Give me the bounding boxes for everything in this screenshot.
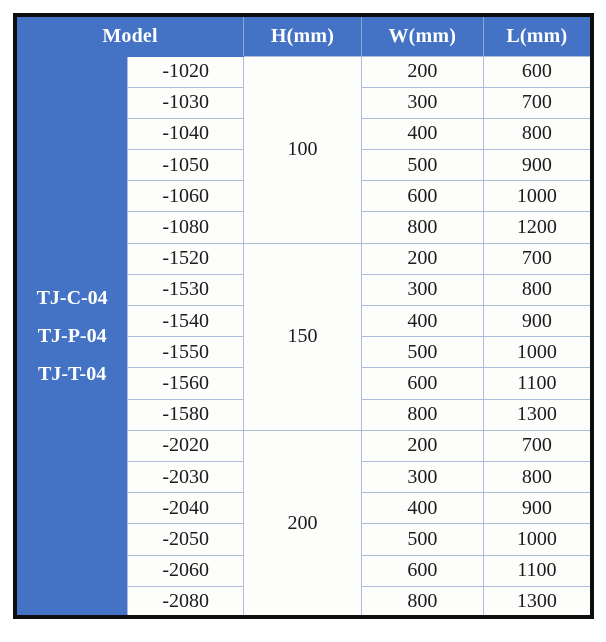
height-value-cell: 200: [244, 430, 362, 617]
width-value-cell: 400: [361, 118, 483, 149]
model-series-name: TJ-C-04: [36, 286, 108, 309]
table-body: [15, 56, 592, 617]
model-suffix-cell: -1520: [128, 243, 244, 274]
model-series-cell: [15, 56, 128, 617]
model-series-name: TJ-T-04: [38, 362, 107, 385]
model-suffix-cell: -2020: [128, 430, 244, 461]
model-suffix-cell: -1030: [128, 87, 244, 118]
product-spec-table: [13, 13, 594, 619]
length-value-cell: 1300: [483, 586, 592, 617]
model-suffix-cell: -1060: [128, 181, 244, 212]
model-suffix-cell: -1530: [128, 274, 244, 305]
header-l-mm: L(mm): [483, 15, 592, 56]
width-value-cell: 600: [361, 555, 483, 586]
length-value-cell: 600: [483, 56, 592, 87]
width-value-cell: 600: [361, 368, 483, 399]
width-value-cell: 800: [361, 212, 483, 243]
length-value-cell: 700: [483, 430, 592, 461]
model-suffix-cell: -1040: [128, 118, 244, 149]
length-value-cell: 800: [483, 118, 592, 149]
length-value-cell: 1300: [483, 399, 592, 430]
width-value-cell: 200: [361, 56, 483, 87]
model-series-name: TJ-P-04: [37, 324, 107, 347]
model-suffix-cell: -1580: [128, 399, 244, 430]
model-suffix-cell: -1050: [128, 150, 244, 181]
width-value-cell: 300: [361, 87, 483, 118]
length-value-cell: 700: [483, 87, 592, 118]
width-value-cell: 400: [361, 493, 483, 524]
width-value-cell: 300: [361, 274, 483, 305]
model-suffix-cell: -1560: [128, 368, 244, 399]
model-suffix-cell: -1540: [128, 306, 244, 337]
width-value-cell: 800: [361, 399, 483, 430]
width-value-cell: 500: [361, 150, 483, 181]
length-value-cell: 900: [483, 150, 592, 181]
model-suffix-cell: -2080: [128, 586, 244, 617]
table-header: [15, 15, 592, 56]
width-value-cell: 400: [361, 306, 483, 337]
length-value-cell: 700: [483, 243, 592, 274]
length-value-cell: 800: [483, 461, 592, 492]
length-value-cell: 1100: [483, 555, 592, 586]
header-h-mm: H(mm): [244, 15, 362, 56]
width-value-cell: 200: [361, 430, 483, 461]
model-suffix-cell: -1020: [128, 56, 244, 87]
model-suffix-cell: -2040: [128, 493, 244, 524]
length-value-cell: 1000: [483, 524, 592, 555]
length-value-cell: 900: [483, 306, 592, 337]
length-value-cell: 800: [483, 274, 592, 305]
length-value-cell: 1200: [483, 212, 592, 243]
header-model: Model: [15, 15, 244, 56]
length-value-cell: 900: [483, 493, 592, 524]
width-value-cell: 600: [361, 181, 483, 212]
width-value-cell: 500: [361, 524, 483, 555]
width-value-cell: 200: [361, 243, 483, 274]
table-row: [15, 56, 592, 87]
height-value-cell: 100: [244, 56, 362, 243]
width-value-cell: 800: [361, 586, 483, 617]
model-suffix-cell: -1550: [128, 337, 244, 368]
length-value-cell: 1000: [483, 181, 592, 212]
model-suffix-cell: -1080: [128, 212, 244, 243]
length-value-cell: 1000: [483, 337, 592, 368]
width-value-cell: 300: [361, 461, 483, 492]
length-value-cell: 1100: [483, 368, 592, 399]
width-value-cell: 500: [361, 337, 483, 368]
header-w-mm: W(mm): [361, 15, 483, 56]
model-suffix-cell: -2050: [128, 524, 244, 555]
model-suffix-cell: -2060: [128, 555, 244, 586]
height-value-cell: 150: [244, 243, 362, 430]
header-row: [15, 15, 592, 56]
model-suffix-cell: -2030: [128, 461, 244, 492]
